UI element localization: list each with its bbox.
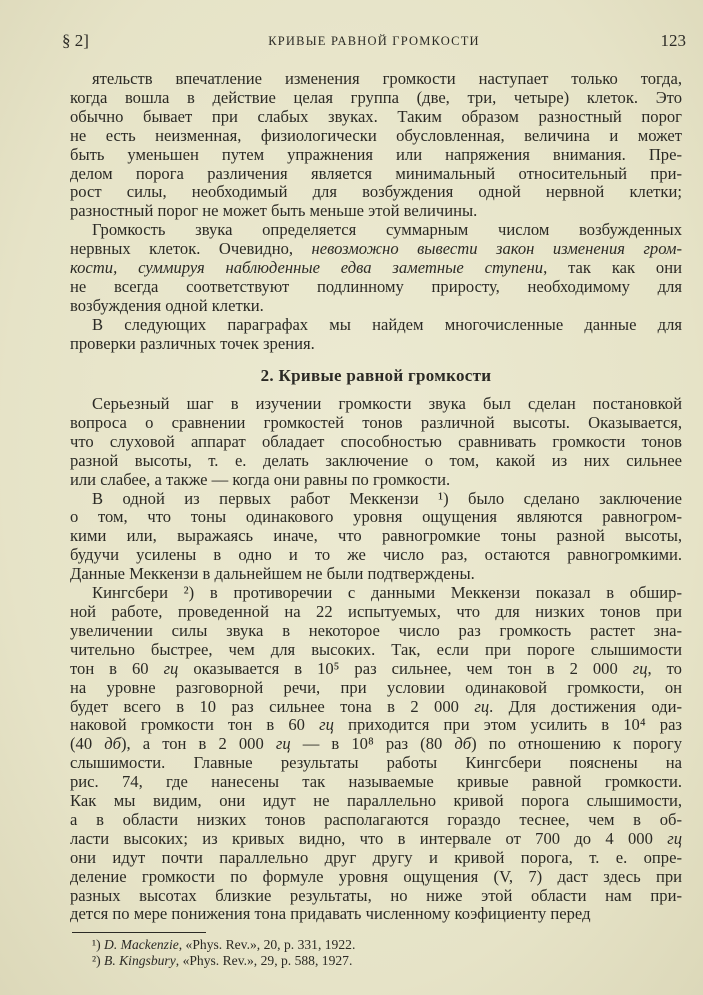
text-run: Громкость звука определяется суммарным числом возбужденных [92,220,682,240]
text-run: Серьезный шаг в изучении громкости звука был сделан постановкой [92,394,682,413]
text-run: разных высотах близкие результаты, но ниже этой области нам при- [70,885,682,905]
text-run: не всегда соответствуют подлинному приросту, необходимому для [70,276,682,296]
text-run: обычно бывает при слабых звуках. Таким образом разностный порог [70,106,682,126]
text-line [70,603,682,622]
text-line [70,89,682,108]
paragraph [70,316,682,354]
text-line [70,546,682,565]
text-line [70,887,682,906]
paragraph [70,584,682,924]
text-run: (40 [70,734,105,754]
italic-run: B. Kingsbury [104,952,176,968]
italic-run: гц [319,715,334,735]
text-run: нервных клеток. Очевидно, [70,239,312,259]
text-run: ²) [92,952,105,968]
footnote [92,953,352,968]
text-line [70,70,682,89]
italic-run: дб [104,734,121,754]
text-line [70,830,682,849]
text-line [70,698,682,717]
text-line [70,297,682,316]
italic-run: гц [163,658,179,678]
text-block-intro [70,70,682,354]
italic-run: D. Mackenzie [104,937,179,952]
text-run: вопроса о сравнении громкостей тонов различной высоты. Оказывается, [70,412,682,432]
text-line [70,773,682,792]
italic-run: гц [275,734,291,754]
text-run: или слабее, а также — когда они равны по громкости. [70,469,451,489]
text-line [70,202,682,221]
paragraph [70,221,682,316]
text-line [70,735,682,754]
text-run: рост силы, необходимый для возбуждения одной нервной клетки; [70,182,682,202]
text-line [70,278,682,297]
italic-run: гц [632,658,648,678]
section-heading: 2. Кривые равной громкости [260,366,492,385]
section-marker: § 2] [62,31,89,50]
text-run: а в области низких тонов располагаются гораздо теснее, чем в об- [70,809,682,829]
page-number: 123 [660,31,686,50]
text-run: делом порога различения является минимальный относительный при- [70,163,682,183]
text-line [70,527,682,546]
footnote-divider [72,932,206,933]
footnote [92,937,355,952]
paragraph [70,490,682,585]
text-line [70,792,682,811]
text-run: когда вошла в действие целая группа (две, три, четыре) клеток. Это [70,87,682,107]
text-run: рис. 74, где нанесены так называемые кривые равной громкости. [70,772,682,792]
italic-run: дб [454,734,472,754]
running-title: КРИВЫЕ РАВНОЙ ГРОМКОСТИ [268,34,480,48]
text-run: наковой громкости тон в 60 [70,715,320,735]
text-line [70,433,682,452]
text-run: деление громкости по формуле уровня ощущения (V, 7) даст здесь при [70,866,682,886]
text-line [70,146,682,165]
text-run: оказывается в 10⁵ раз сильнее, чем тон в 2 000 [178,658,633,678]
text-run: ласти высоких; из кривых видно, что в интервале от 700 до 4 000 [70,828,668,848]
text-line [70,240,682,259]
text-line [70,679,682,698]
text-run: будет всего в 10 раз сильнее тона в 2 000 [70,696,475,716]
text-run: разной высоты, т. е. делать заключение о том, какой из них сильнее [70,450,682,470]
text-line [70,868,682,887]
text-run: не есть неизменная, физиологически обусловленная, величина и может [70,125,682,145]
footnotes [92,937,355,968]
text-run: — в 10⁸ раз (80 [290,734,455,754]
text-run: возбуждения одной клетки. [70,295,264,315]
text-line [70,259,682,278]
paragraph [70,70,682,221]
text-line [70,622,682,641]
italic-run: невозможно вывести закон изменения гром- [311,239,683,259]
text-run: о том, что тоны одинакового уровня ощущения являются равногром- [70,507,682,527]
italic-run: гц [667,828,682,848]
text-run: Данные Меккензи в дальнейшем не были подтверждены. [70,564,475,584]
text-run: увеличении силы звука в некоторое число раз громкость растет зна- [70,620,682,640]
text-run: слышимости. Главные результаты работы Кингсбери пояснены на [70,753,682,773]
italic-run: кости, суммируя наблюденные едва заметные ступени [70,258,544,278]
text-line [70,565,682,584]
text-run: ), а тон в 2 000 [120,734,276,754]
text-run: , то [647,658,682,678]
text-run: дется по мере понижения тона придавать численному коэфициенту перед [70,904,591,924]
text-run: на уровне разговорной речи, при условии одинаковой громкости, он [70,677,682,697]
italic-run: гц [474,696,490,716]
text-run: кими или, выражаясь иначе, что равногромкие тоны разной высоты, [70,526,682,546]
text-run: В одной из первых работ Меккензи ¹) было сделано заключение [92,488,682,508]
text-run: будучи усилены в одно и то же число раз, остаются равногромкими. [70,545,682,565]
text-run: ной работе, проведенной на 22 испытуемых, что для низких тонов при [70,601,682,621]
text-run: , «Phys. Rev.», 20, p. 331, 1922. [178,937,356,952]
text-line [70,165,682,184]
text-run: приходится при этом усилить в 10⁴ раз [333,715,682,735]
paragraph [70,395,682,490]
text-run: . Для достижения оди- [489,696,682,716]
text-line [70,335,682,354]
text-run: быть уменьшен путем упражнения или напряжения внимания. Пре- [70,144,682,164]
text-run: Кингсбери ²) в противоречии с данными Меккензи показал в обшир- [92,583,682,603]
text-line [70,641,682,660]
text-line [70,414,682,433]
text-line [70,660,682,679]
text-line [70,508,682,527]
text-line [70,127,682,146]
text-run: ) по отношению к порогу [471,734,682,754]
text-line [70,490,682,509]
text-line [70,716,682,735]
text-line [70,584,682,603]
text-line [70,316,682,335]
text-run: чительно быстрее, чем для высоких. Так, если при пороге слышимости [70,639,682,659]
text-line [70,849,682,868]
text-run: тон в 60 [70,658,164,678]
text-line [70,471,682,490]
text-run: , так как они [543,258,682,278]
text-line [70,811,682,830]
text-run: они идут почти параллельно друг другу и кривой порога, т. е. опре- [70,847,682,867]
text-run: разностный порог не может быть меньше этой величины. [70,201,478,221]
text-run: проверки различных точек зрения. [70,333,315,353]
running-header [62,31,686,53]
text-line [70,905,682,924]
text-run: Как мы видим, они идут не параллельно кривой порога слышимости, [70,791,682,811]
text-run: , «Phys. Rev.», 29, p. 588, 1927. [175,952,353,968]
text-run: ятельств впечатление изменения громкости наступает только тогда, [92,69,682,88]
text-run: что слуховой аппарат обладает способностью сравнивать громкости тонов [70,431,682,451]
text-run: ¹) [92,937,105,952]
text-line [70,221,682,240]
text-run: В следующих параграфах мы найдем многочисленные данные для [92,314,682,334]
text-line [70,108,682,127]
text-line [70,452,682,471]
text-line [70,183,682,202]
text-line [70,395,682,414]
text-line [70,754,682,773]
text-block-section [70,395,682,924]
